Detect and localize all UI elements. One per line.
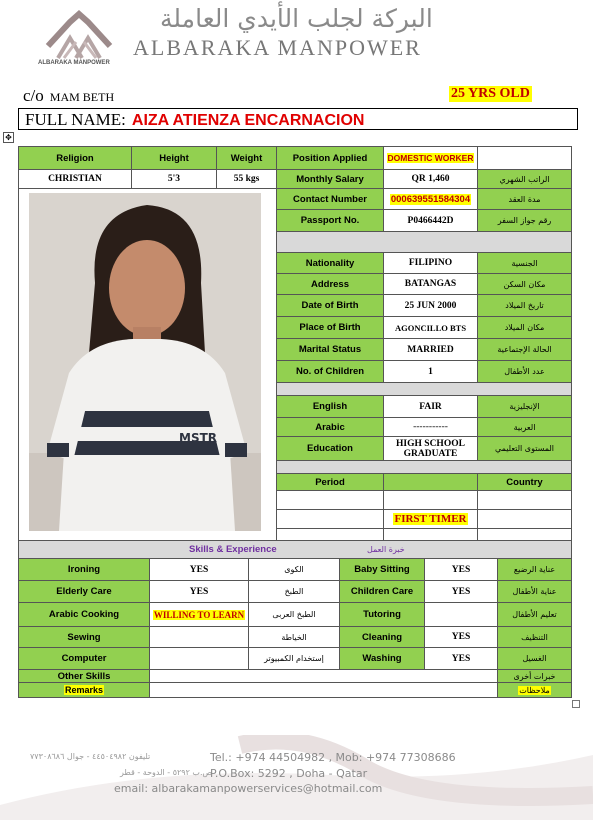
remarks-label-cell	[18, 682, 150, 698]
period-header: Period	[276, 473, 384, 491]
footer-arabic-address: ص.ب ٥٢٩٢ - الدوحة - قطر	[120, 768, 213, 777]
children-value: 1	[383, 360, 478, 383]
company-name: ALBARAKA MANPOWER	[133, 35, 422, 60]
address-value: BATANGAS	[383, 273, 478, 295]
experience-cell	[383, 490, 478, 510]
skill-arabic-label: الطبخ العربى	[248, 602, 340, 627]
footer-phone: Tel.: +974 44504982 , Mob: +974 77308686	[210, 751, 456, 764]
experience-cell	[477, 490, 572, 510]
passport-value: P0466442D	[383, 209, 478, 232]
other-skills-value	[149, 669, 498, 683]
salary-arabic-label: الراتب الشهري	[477, 169, 572, 189]
education-arabic-label: المستوى التعليمي	[477, 436, 572, 461]
employer-header	[383, 473, 478, 491]
education-value: HIGH SCHOOL GRADUATE	[383, 436, 478, 461]
skill-label: Computer	[18, 647, 150, 670]
skill-value: YES	[424, 626, 498, 648]
logo-caption: ALBARAKA MANPOWER	[38, 60, 110, 66]
dob-label: Date of Birth	[276, 294, 384, 317]
footer-email: email: albarakamanpowerservices@hotmail.com	[114, 782, 383, 795]
english-label: English	[276, 395, 384, 418]
position-label: Position Applied	[276, 146, 384, 170]
skill-label: Elderly Care	[18, 580, 150, 603]
skill-arabic-label: عناية الرضيع	[497, 558, 572, 581]
footer-arabic-phone: تليفون ٤٤٥٠٤٩٨٢ - جوال ٧٧٣٠٨٦٨٦	[30, 752, 151, 761]
children-arabic-label: عدد الأطفال	[477, 360, 572, 383]
english-arabic-label: الإنجليزية	[477, 395, 572, 418]
remarks-value	[149, 682, 498, 698]
skill-value	[149, 647, 249, 670]
weight-header: Weight	[216, 146, 277, 170]
skill-label: Children Care	[339, 580, 425, 603]
skills-title-row	[18, 540, 572, 559]
footer-address: P.O.Box: 5292 , Doha - Qatar	[210, 767, 368, 780]
skill-label: Washing	[339, 647, 425, 670]
move-handle-icon[interactable]: ✥	[3, 132, 14, 143]
care-of-label: c/o	[23, 86, 44, 105]
remarks-arabic-label-cell	[497, 682, 572, 698]
position-value-cell	[383, 146, 478, 170]
contact-arabic-label: مدة العقد	[477, 188, 572, 210]
height-value: 5'3	[131, 169, 217, 189]
svg-text:MSTR: MSTR	[179, 431, 218, 445]
skill-value: YES	[424, 647, 498, 670]
contact-label: Contact Number	[276, 188, 384, 210]
applicant-photo	[29, 193, 261, 531]
experience-cell	[276, 490, 384, 510]
skill-value: YES	[149, 558, 249, 581]
separator-row	[276, 231, 572, 253]
salary-label: Monthly Salary	[276, 169, 384, 189]
skill-value: YES	[424, 580, 498, 603]
experience-note-cell	[383, 509, 478, 529]
experience-cell	[276, 509, 384, 529]
skill-label: Arabic Cooking	[18, 602, 150, 627]
skill-value	[424, 602, 498, 627]
passport-label: Passport No.	[276, 209, 384, 232]
contact-value-cell	[383, 188, 478, 210]
skill-value	[149, 626, 249, 648]
position-extra	[477, 146, 572, 170]
full-name-row	[18, 108, 578, 130]
skill-arabic-label: إستخدام الكمبيوتر	[248, 647, 340, 670]
skill-arabic-label: الخياطة	[248, 626, 340, 648]
arabic-arabic-label: العربية	[477, 417, 572, 437]
pob-label: Place of Birth	[276, 316, 384, 339]
skill-label: Tutoring	[339, 602, 425, 627]
height-header: Height	[131, 146, 217, 170]
other-skills-label: Other Skills	[18, 669, 150, 683]
skill-label: Baby Sitting	[339, 558, 425, 581]
skill-arabic-label: الغسيل	[497, 647, 572, 670]
resize-handle-icon[interactable]	[572, 700, 580, 708]
religion-header: Religion	[18, 146, 132, 170]
full-name-label: FULL NAME:	[25, 110, 126, 129]
country-header: Country	[477, 473, 572, 491]
pob-value: AGONCILLO BTS	[383, 316, 478, 339]
address-arabic-label: مكان السكن	[477, 273, 572, 295]
skill-label: Sewing	[18, 626, 150, 648]
arabic-label: Arabic	[276, 417, 384, 437]
skill-value: YES	[424, 558, 498, 581]
remarks-arabic-label: ملاحظات	[519, 685, 550, 695]
marital-arabic-label: الحالة الإجتماعية	[477, 338, 572, 361]
separator-row	[276, 382, 572, 396]
experience-cell	[477, 509, 572, 529]
passport-arabic-label: رقم جواز السفر	[477, 209, 572, 232]
skills-title: Skills & Experience	[189, 544, 277, 555]
skills-title-arabic: خبرة العمل	[367, 545, 405, 554]
skill-value-highlight: WILLING TO LEARN	[153, 609, 245, 620]
skill-value	[149, 602, 249, 627]
salary-value: QR 1,460	[383, 169, 478, 189]
skill-arabic-label: الكوى	[248, 558, 340, 581]
company-arabic-name: البركة لجلب الأيدي العاملة	[160, 4, 433, 33]
english-value: FAIR	[383, 395, 478, 418]
remarks-label: Remarks	[64, 685, 104, 695]
contact-value: 000639551584304	[390, 193, 471, 205]
pob-arabic-label: مكان الميلاد	[477, 316, 572, 339]
separator-row	[276, 460, 572, 474]
dob-arabic-label: تاريخ الميلاد	[477, 294, 572, 317]
dob-value: 25 JUN 2000	[383, 294, 478, 317]
skill-arabic-label: تعليم الأطفال	[497, 602, 572, 627]
age-badge: 25 YRS OLD	[451, 86, 530, 101]
skill-arabic-label: عناية الأطفال	[497, 580, 572, 603]
nationality-arabic-label: الجنسية	[477, 252, 572, 274]
full-name-value: AIZA ATIENZA ENCARNACION	[131, 112, 365, 129]
marital-label: Marital Status	[276, 338, 384, 361]
education-label: Education	[276, 436, 384, 461]
position-value: DOMESTIC WORKER	[387, 153, 474, 163]
marital-value: MARRIED	[383, 338, 478, 361]
skill-arabic-label: التنظيف	[497, 626, 572, 648]
care-of-value: MAM BETH	[49, 90, 115, 104]
arabic-value: -----------	[383, 417, 478, 437]
nationality-value: FILIPINO	[383, 252, 478, 274]
experience-note: FIRST TIMER	[394, 513, 467, 525]
skill-arabic-label: الطبخ	[248, 580, 340, 603]
children-label: No. of Children	[276, 360, 384, 383]
care-of	[23, 86, 114, 106]
weight-value: 55 kgs	[216, 169, 277, 189]
skill-value: YES	[149, 580, 249, 603]
nationality-label: Nationality	[276, 252, 384, 274]
skill-label: Cleaning	[339, 626, 425, 648]
other-skills-arabic-label: خبرات أخرى	[497, 669, 572, 683]
address-label: Address	[276, 273, 384, 295]
skill-label: Ironing	[18, 558, 150, 581]
religion-value: CHRISTIAN	[18, 169, 132, 189]
